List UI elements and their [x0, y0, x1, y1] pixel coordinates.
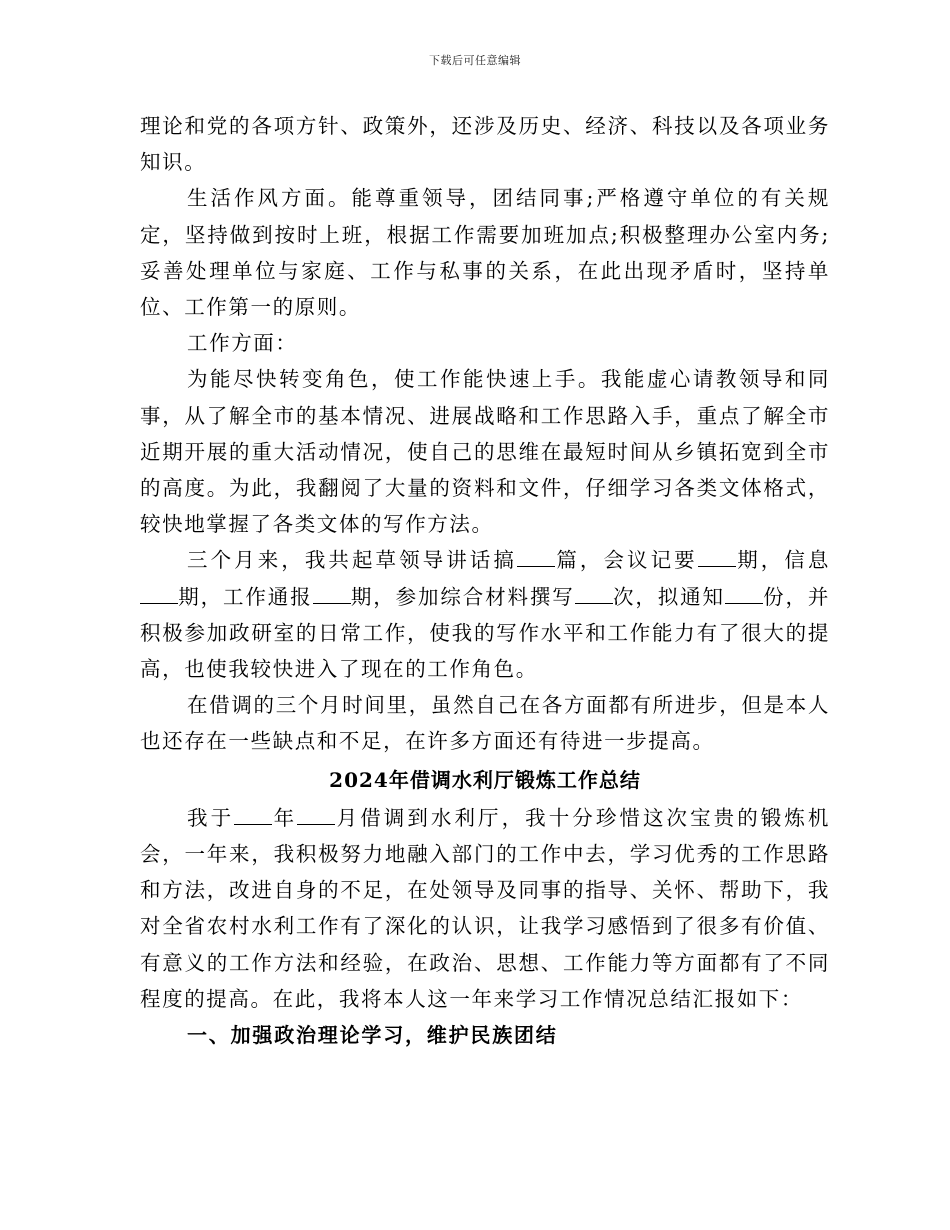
blank-field [313, 583, 351, 604]
paragraph-work-heading: 工作方面： [187, 331, 298, 356]
output-text-3: 期，信息 [735, 548, 830, 573]
section-title: 2024年借调水利厅锻炼工作总结 [329, 767, 641, 792]
paragraph-shortcomings: 在借调的三个月时间里，虽然自己在各方面都有所进步，但是本人也还存在一些缺点和不足，在许多方面还有待进一步提高。 [140, 693, 830, 754]
output-text-5: 期，参加综合材料撰写 [350, 584, 575, 609]
blank-field [517, 546, 555, 567]
output-text-6: 次，拟通知 [612, 584, 725, 609]
page-header-note: 下载后可任意编辑 [429, 54, 521, 67]
section-heading-1: 一、加强政治理论学习，维护民族团结 [187, 1023, 558, 1048]
blank-field [297, 804, 335, 825]
blank-field [725, 583, 763, 604]
intro-text-3: 月借调到水利厅，我十分珍惜这次宝贵的锻炼机会，一年来，我积极努力地融入部门的工作中去，学习优秀的工作思路和方法，改进自身的不足，在处领导及同事的指导、关怀、帮助下，我对全省农村水利工作有了深化的认识，让我学习感悟到了很多有价值、有意义的工作方法和经验，在政治、思想、工作能力等方面都有了不同程度的提高。在此，我将本人这一年来学习工作情况总结汇报如下： [140, 805, 830, 1011]
paragraph-lifestyle: 生活作风方面。能尊重领导，团结同事;严格遵守单位的有关规定，坚持做到按时上班，根据工作需要加班加点;积极整理办公室内务;妥善处理单位与家庭、工作与私事的关系，在此出现矛盾时，坚持单位、工作第一的原则。 [140, 186, 830, 320]
paragraph-summary-intro [140, 800, 830, 1017]
intro-text-1: 我于 [187, 805, 235, 830]
blank-field [698, 546, 736, 567]
blank-field [575, 583, 613, 604]
blank-field [234, 804, 272, 825]
output-text-1: 三个月来，我共起草领导讲话搞 [187, 548, 517, 573]
paragraph-knowledge: 理论和党的各项方针、政策外，还涉及历史、经济、科技以及各项业务知识。 [140, 114, 830, 175]
paragraph-work-output [140, 542, 830, 687]
document-body [140, 108, 830, 1053]
paragraph-work-adaptation: 为能尽快转变角色，使工作能快速上手。我能虚心请教领导和同事，从了解全市的基本情况、进展战略和工作思路入手，重点了解全市近期开展的重大活动情况，使自己的思维在最短时间从乡镇拓宽到全市的高度。为此，我翻阅了大量的资料和文件，仔细学习各类文体格式，较快地掌握了各类文体的写作方法。 [140, 367, 830, 537]
output-text-4: 期，工作通报 [178, 584, 313, 609]
output-text-7: 份，并积极参加政研室的日常工作，使我的写作水平和工作能力有了很大的提高，也使我较快进入了现在的工作角色。 [140, 584, 831, 682]
intro-text-2: 年 [272, 805, 298, 830]
blank-field [140, 583, 178, 604]
output-text-2: 篇，会议记要 [554, 548, 698, 573]
